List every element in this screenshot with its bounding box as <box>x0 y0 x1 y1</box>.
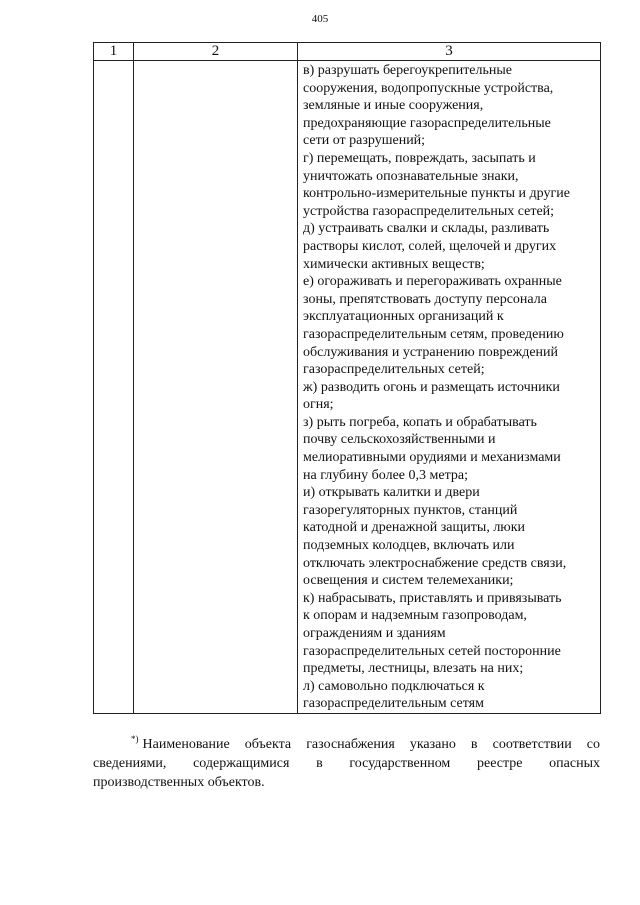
list-item: мелиоративными орудиями и механизмами <box>303 450 561 466</box>
list-item: растворы кислот, солей, щелочей и других <box>303 238 557 254</box>
list-item: отключать электроснабжение средств связи, <box>303 555 567 571</box>
list-item: з) рыть погреба, копать и обрабатывать <box>303 414 537 430</box>
footnote-marker: *) <box>131 734 139 744</box>
cell-column-1 <box>94 61 134 714</box>
list-item: огня; <box>303 397 334 413</box>
cell-column-3 <box>298 61 601 714</box>
footnote-line <box>93 730 600 754</box>
list-item: катодной и дренажной защиты, люки <box>303 520 526 536</box>
footnote-line <box>93 773 600 792</box>
list-item: е) огораживать и перегораживать охранные <box>303 274 562 290</box>
table-header-row <box>94 43 601 61</box>
list-item: газораспределительным сетям <box>303 696 484 712</box>
list-item: химически активных веществ; <box>303 256 485 272</box>
list-item: газораспределительных сетей; <box>303 362 485 378</box>
footnote-text: Наименование объекта газоснабжения указано в соответствии со <box>142 737 600 752</box>
list-item: к) набрасывать, приставлять и привязывать <box>303 590 562 606</box>
list-item: сооружения, водопропускные устройства, <box>303 80 554 96</box>
list-item: ж) разводить огонь и размещать источники <box>303 379 560 395</box>
footnote <box>93 730 600 792</box>
list-item: устройства газораспределительных сетей; <box>303 203 555 219</box>
list-item: и) открывать калитки и двери <box>303 485 480 501</box>
list-item: сети от разрушений; <box>303 133 426 149</box>
footnote-line <box>93 754 600 773</box>
list-item: эксплуатационных организаций к <box>303 309 504 325</box>
list-item: подземных колодцев, включать или <box>303 538 515 554</box>
list-item: обслуживания и устранению повреждений <box>303 344 559 360</box>
list-item: на глубину более 0,3 метра; <box>303 467 468 483</box>
list-item: в) разрушать берегоукрепительные <box>303 63 513 78</box>
list-item: предметы, лестницы, влезать на них; <box>303 661 524 677</box>
table-row <box>94 61 601 714</box>
list-item: зоны, препятствовать доступу персонала <box>303 291 547 307</box>
footnote-text: производственных объектов. <box>93 775 265 790</box>
list-item: контрольно-измерительные пункты и другие <box>303 186 570 202</box>
requirements-table <box>93 42 601 714</box>
column-header-3: 3 <box>298 43 601 61</box>
list-item: газораспределительным сетям, проведению <box>303 326 564 342</box>
list-item: л) самовольно подключаться к <box>303 678 485 694</box>
list-item: предохраняющие газораспределительные <box>303 115 551 131</box>
list-item: уничтожать опознавательные знаки, <box>303 168 519 184</box>
footnote-text: сведениями, содержащимися в государственном реестре опасных <box>93 756 600 771</box>
list-item: ограждениям и зданиям <box>303 626 446 641</box>
list-item: газораспределительных сетей посторонние <box>303 643 561 659</box>
list-item: газорегуляторных пунктов, станций <box>303 502 518 518</box>
list-item: почву сельскохозяйственными и <box>303 432 496 448</box>
column-header-2: 2 <box>134 43 298 61</box>
list-item: к опорам и надземным газопроводам, <box>303 608 527 624</box>
list-item: освещения и систем телемеханики; <box>303 573 514 589</box>
list-item: г) перемещать, повреждать, засыпать и <box>303 150 536 166</box>
cell-column-2 <box>134 61 298 714</box>
column-header-1: 1 <box>94 43 134 61</box>
restrictions-list <box>298 61 600 713</box>
page-number: 405 <box>311 13 329 25</box>
list-item: земляные и иные сооружения, <box>303 98 484 114</box>
list-item: д) устраивать свалки и склады, разливать <box>303 221 550 237</box>
